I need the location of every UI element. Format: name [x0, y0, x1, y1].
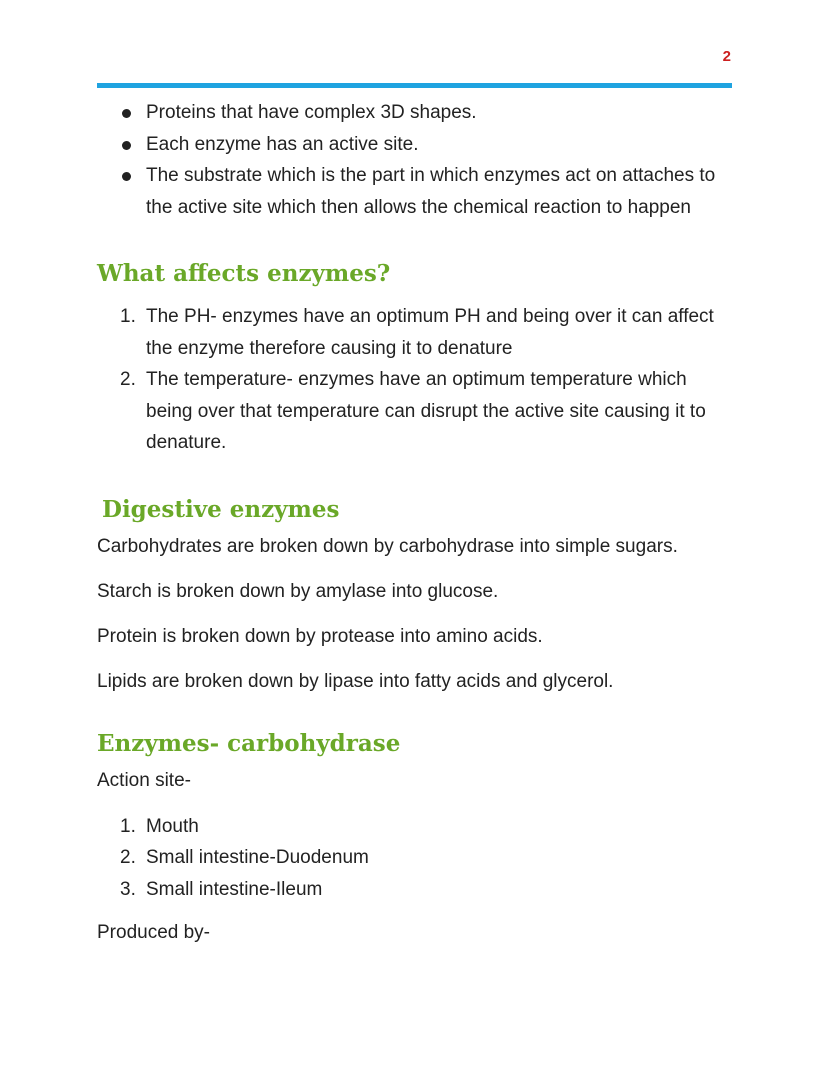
bullet-icon — [122, 172, 131, 181]
list-item — [97, 874, 737, 906]
section-heading-carbohydrase: Enzymes- carbohydrase — [97, 729, 401, 757]
list-item-text: Mouth — [146, 815, 199, 837]
action-site-list — [97, 811, 737, 906]
bullet-icon — [122, 109, 131, 118]
document-body — [97, 97, 737, 945]
intro-bullet-list — [97, 97, 737, 223]
header-rule — [97, 83, 732, 88]
list-number: 1. — [120, 815, 136, 837]
list-item-text: Proteins that have complex 3D shapes. — [146, 102, 477, 123]
paragraph: Starch is broken down by amylase into glucose. — [97, 580, 499, 602]
list-item — [97, 811, 737, 843]
list-item-text: The substrate which is the part in which enzymes act on attaches to the active site which then allows the chemical reaction to happen — [146, 165, 716, 218]
list-item-text: Small intestine-Ileum — [146, 878, 323, 900]
list-number: 1. — [120, 306, 136, 327]
section-heading-digestive: Digestive enzymes — [102, 495, 340, 523]
paragraph: Carbohydrates are broken down by carbohydrase into simple sugars. — [97, 535, 678, 557]
list-item — [97, 842, 737, 874]
list-item — [97, 301, 737, 364]
list-item-text: The temperature- enzymes have an optimum temperature which being over that temperature can disrupt the active site causing it to denature. — [146, 369, 706, 453]
list-item — [97, 97, 737, 129]
list-number: 3. — [120, 878, 136, 900]
produced-by-label: Produced by- — [97, 922, 211, 943]
paragraph: Lipids are broken down by lipase into fatty acids and glycerol. — [97, 670, 614, 692]
list-item — [97, 364, 737, 459]
paragraph: Protein is broken down by protease into amino acids. — [97, 625, 543, 647]
list-item-text: Each enzyme has an active site. — [146, 133, 419, 155]
list-number: 2. — [120, 847, 136, 868]
list-number: 2. — [120, 369, 136, 390]
list-item-text: Small intestine-Duodenum — [146, 847, 369, 868]
list-item — [97, 129, 737, 161]
affects-numbered-list — [97, 301, 737, 459]
list-item-text: The PH- enzymes have an optimum PH and being over it can affect the enzyme therefore causing it to denature — [146, 306, 714, 359]
action-site-label: Action site- — [97, 769, 191, 791]
section-heading-affects: What affects enzymes? — [97, 260, 391, 287]
bullet-icon — [122, 141, 131, 150]
page-number: 2 — [722, 48, 731, 65]
list-item — [97, 160, 737, 223]
